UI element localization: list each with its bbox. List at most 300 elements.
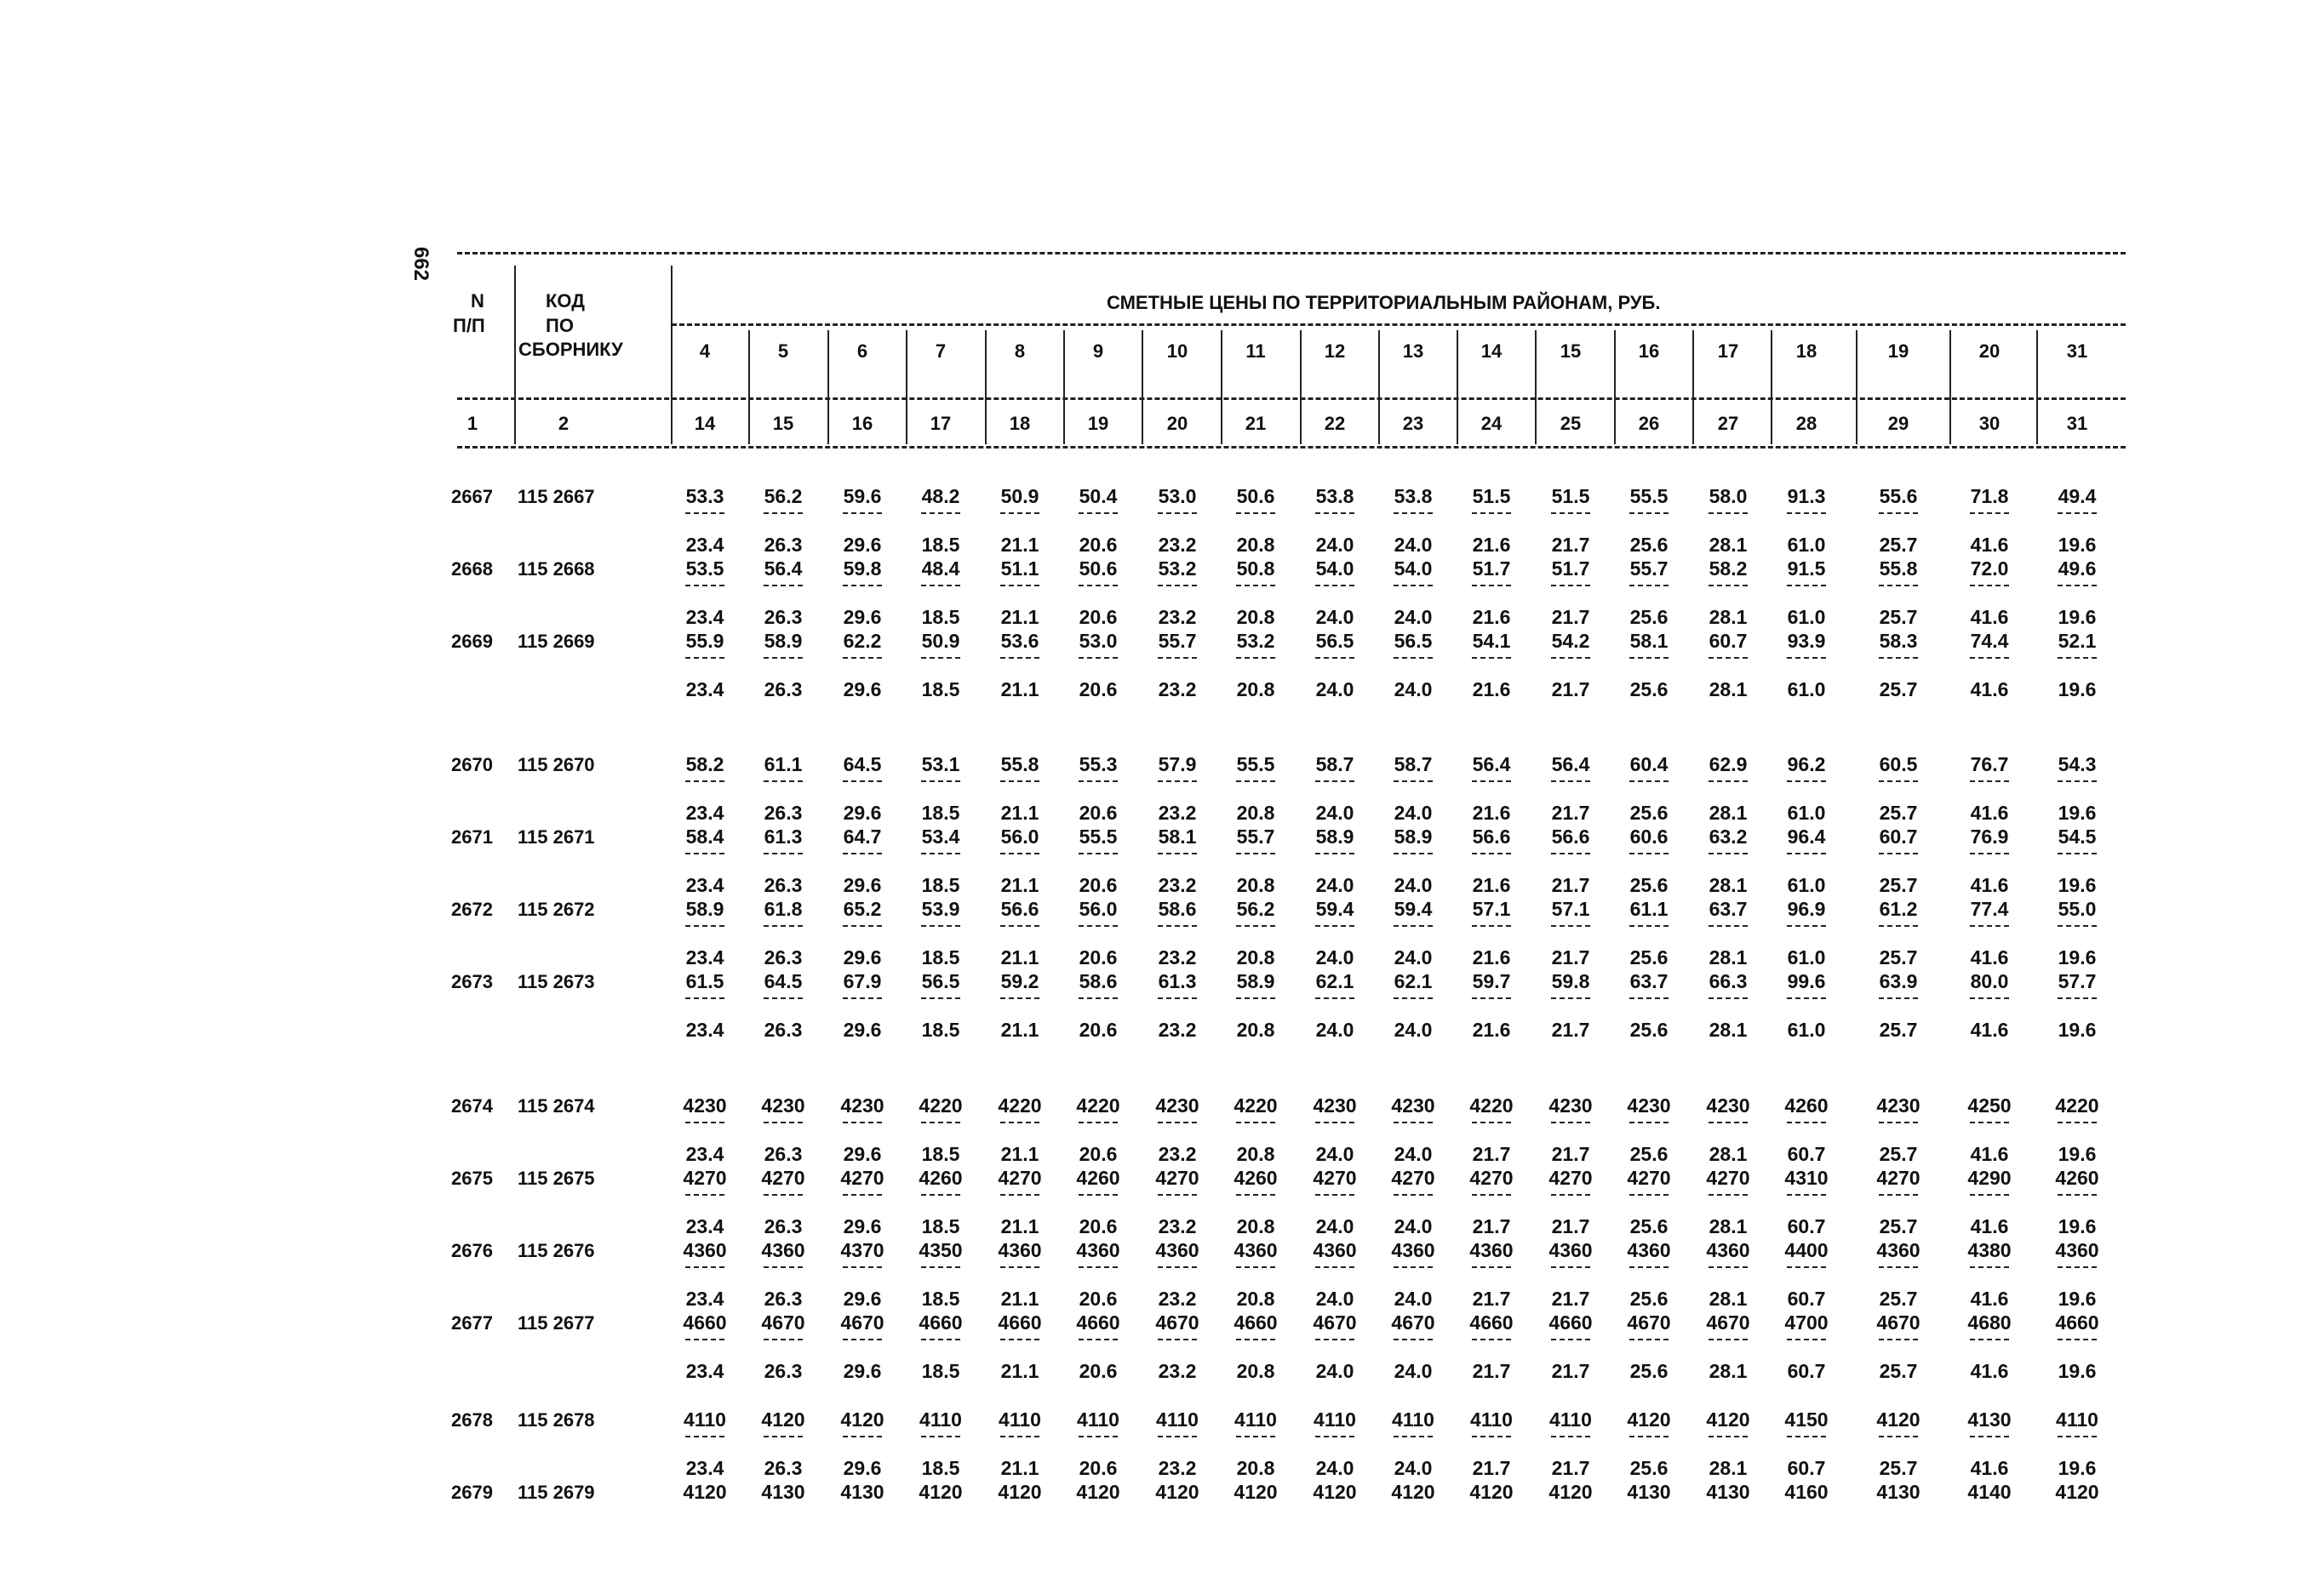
price-value: 4360	[1234, 1239, 1278, 1261]
fraction-bar	[921, 1122, 960, 1123]
price-value: 53.8	[1394, 485, 1433, 507]
price-value: 4130	[1967, 1408, 2012, 1431]
price-subvalue: 23.4	[685, 946, 724, 968]
price-subvalue: 21.1	[1000, 874, 1039, 896]
fraction-bar	[1472, 780, 1511, 782]
price-value: 4120	[1076, 1481, 1120, 1503]
price-value: 53.2	[1158, 557, 1197, 580]
price-value: 4290	[1967, 1167, 2012, 1189]
price-subvalue: 25.7	[1879, 1457, 1918, 1479]
price-value: 63.7	[1709, 898, 1748, 920]
price-value: 4350	[919, 1239, 963, 1261]
fraction-bar	[1394, 1436, 1433, 1437]
price-value: 66.3	[1709, 970, 1748, 992]
price-subvalue: 21.7	[1551, 802, 1590, 824]
price-value: 4660	[1076, 1311, 1120, 1334]
fraction-bar	[1315, 1122, 1354, 1123]
fraction-bar	[921, 1339, 960, 1340]
fraction-bar	[843, 1266, 882, 1268]
row-number: 2671	[451, 826, 493, 848]
price-subvalue: 25.7	[1879, 1143, 1918, 1165]
price-value: 4270	[1469, 1167, 1514, 1189]
price-subvalue: 20.8	[1236, 946, 1275, 968]
price-subvalue: 23.4	[685, 802, 724, 824]
price-value: 4110	[1392, 1408, 1434, 1431]
price-subvalue: 21.1	[1000, 1288, 1039, 1310]
fraction-bar	[1079, 853, 1118, 854]
fraction-bar	[843, 997, 882, 999]
price-subvalue: 18.5	[921, 946, 960, 968]
price-subvalue: 20.6	[1079, 802, 1118, 824]
fraction-bar	[1879, 1266, 1918, 1268]
price-value: 4670	[1706, 1311, 1750, 1334]
fraction-bar	[1394, 1266, 1433, 1268]
fraction-bar	[685, 853, 724, 854]
column-index: 31	[2066, 413, 2088, 434]
price-value: 64.5	[843, 753, 882, 775]
fraction-bar	[685, 925, 724, 927]
fraction-bar	[1472, 853, 1511, 854]
price-subvalue: 61.0	[1787, 1019, 1826, 1041]
price-subvalue: 24.0	[1315, 678, 1354, 700]
fraction-bar	[1970, 512, 2009, 514]
price-subvalue: 20.8	[1236, 534, 1275, 556]
price-subvalue: 24.0	[1315, 1457, 1354, 1479]
price-subvalue: 23.4	[685, 874, 724, 896]
price-value: 59.8	[843, 557, 882, 580]
fraction-bar	[1551, 1436, 1590, 1437]
price-value: 4270	[1155, 1167, 1199, 1189]
district-number: 4	[699, 340, 711, 362]
price-value: 4230	[1627, 1094, 1671, 1117]
price-value: 4110	[999, 1408, 1041, 1431]
fraction-bar	[1709, 1122, 1748, 1123]
fraction-bar	[1472, 585, 1511, 586]
fraction-bar	[1970, 1436, 2009, 1437]
district-separator	[1378, 330, 1380, 444]
price-value: 58.9	[764, 630, 803, 652]
price-value: 4130	[761, 1481, 805, 1503]
price-value: 4230	[1155, 1094, 1199, 1117]
row-number: 2675	[451, 1168, 493, 1189]
price-value: 4260	[1234, 1167, 1278, 1189]
district-number: 7	[935, 340, 947, 362]
price-value: 4120	[1234, 1481, 1278, 1503]
price-value: 4230	[683, 1094, 727, 1117]
fraction-bar	[2058, 1436, 2097, 1437]
price-subvalue: 28.1	[1709, 1019, 1748, 1041]
fraction-bar	[1158, 780, 1197, 782]
price-value: 96.9	[1787, 898, 1826, 920]
price-value: 55.9	[685, 630, 724, 652]
fraction-bar	[2058, 780, 2097, 782]
price-value: 4270	[1706, 1167, 1750, 1189]
price-subvalue: 23.2	[1158, 534, 1197, 556]
price-subvalue: 20.8	[1236, 1360, 1275, 1382]
price-subvalue: 25.7	[1879, 946, 1918, 968]
price-value: 77.4	[1970, 898, 2009, 920]
fraction-bar	[1629, 925, 1669, 927]
price-value: 4230	[1548, 1094, 1593, 1117]
price-subvalue: 29.6	[843, 1143, 882, 1165]
column-index-n: 1	[467, 413, 478, 434]
price-value: 53.8	[1315, 485, 1354, 507]
district-number: 19	[1887, 340, 1909, 362]
price-subvalue: 19.6	[2058, 1288, 2097, 1310]
price-subvalue: 21.1	[1000, 1143, 1039, 1165]
price-value: 96.2	[1787, 753, 1826, 775]
price-subvalue: 25.6	[1629, 874, 1669, 896]
fraction-bar	[843, 925, 882, 927]
fraction-bar	[764, 780, 803, 782]
price-subvalue: 19.6	[2058, 1457, 2097, 1479]
price-subvalue: 19.6	[2058, 606, 2097, 628]
price-subvalue: 23.4	[685, 534, 724, 556]
fraction-bar	[2058, 853, 2097, 854]
price-subvalue: 24.0	[1394, 1143, 1433, 1165]
price-value: 4120	[1391, 1481, 1435, 1503]
price-value: 4360	[1706, 1239, 1750, 1261]
column-index: 24	[1480, 413, 1503, 434]
fraction-bar	[764, 657, 803, 659]
price-subvalue: 21.1	[1000, 802, 1039, 824]
price-value: 62.9	[1709, 753, 1748, 775]
price-value: 4670	[1876, 1311, 1920, 1334]
price-subvalue: 61.0	[1787, 946, 1826, 968]
price-subvalue: 29.6	[843, 946, 882, 968]
price-value: 53.6	[1000, 630, 1039, 652]
price-subvalue: 21.7	[1472, 1143, 1511, 1165]
price-subvalue: 23.2	[1158, 606, 1197, 628]
column-index: 18	[1009, 413, 1031, 434]
price-subvalue: 28.1	[1709, 534, 1748, 556]
row-number: 2674	[451, 1095, 493, 1117]
price-value: 4250	[1967, 1094, 2012, 1117]
price-subvalue: 25.7	[1879, 1215, 1918, 1237]
price-value: 4260	[919, 1167, 963, 1189]
price-value: 4660	[683, 1311, 727, 1334]
price-value: 56.0	[1079, 898, 1118, 920]
price-value: 4660	[1234, 1311, 1278, 1334]
row-code: 115 2676	[518, 1240, 595, 1261]
price-subvalue: 41.6	[1970, 874, 2009, 896]
fraction-bar	[1315, 925, 1354, 927]
header-top-rule	[457, 252, 2126, 254]
fraction-bar	[1079, 780, 1118, 782]
price-subvalue: 23.4	[685, 1143, 724, 1165]
price-value: 50.6	[1079, 557, 1118, 580]
price-subvalue: 20.6	[1079, 534, 1118, 556]
price-value: 4140	[1967, 1481, 2012, 1503]
price-value: 56.4	[1551, 753, 1590, 775]
price-subvalue: 29.6	[843, 802, 882, 824]
fraction-bar	[1236, 780, 1275, 782]
price-value: 4220	[1076, 1094, 1120, 1117]
price-subvalue: 28.1	[1709, 1457, 1748, 1479]
fraction-bar	[1629, 997, 1669, 999]
price-subvalue: 18.5	[921, 678, 960, 700]
price-value: 55.6	[1879, 485, 1918, 507]
price-subvalue: 41.6	[1970, 606, 2009, 628]
price-value: 54.3	[2058, 753, 2097, 775]
price-subvalue: 60.7	[1787, 1360, 1826, 1382]
fraction-bar	[1879, 512, 1918, 514]
price-value: 55.7	[1629, 557, 1669, 580]
fraction-bar	[1879, 1122, 1918, 1123]
fraction-bar	[1787, 1122, 1826, 1123]
row-code: 115 2669	[518, 631, 595, 652]
fraction-bar	[1079, 997, 1118, 999]
price-subvalue: 29.6	[843, 1288, 882, 1310]
price-value: 58.1	[1158, 826, 1197, 848]
price-value: 4260	[1784, 1094, 1829, 1117]
fraction-bar	[1709, 853, 1748, 854]
price-value: 51.1	[1000, 557, 1039, 580]
price-value: 57.1	[1472, 898, 1511, 920]
price-subvalue: 41.6	[1970, 1288, 2009, 1310]
price-subvalue: 23.4	[685, 1288, 724, 1310]
fraction-bar	[764, 1122, 803, 1123]
fraction-bar	[1787, 925, 1826, 927]
price-subvalue: 21.6	[1472, 946, 1511, 968]
fraction-bar	[1000, 1436, 1039, 1437]
price-value: 4270	[1313, 1167, 1357, 1189]
price-value: 54.2	[1551, 630, 1590, 652]
fraction-bar	[921, 585, 960, 586]
price-value: 55.5	[1079, 826, 1118, 848]
fraction-bar	[1000, 853, 1039, 854]
fraction-bar	[1000, 925, 1039, 927]
header-code-label: КОД	[546, 290, 585, 311]
price-subvalue: 28.1	[1709, 678, 1748, 700]
price-subvalue: 18.5	[921, 1360, 960, 1382]
fraction-bar	[1879, 853, 1918, 854]
fraction-bar	[2058, 1194, 2097, 1196]
district-number: 9	[1092, 340, 1104, 362]
price-subvalue: 20.6	[1079, 874, 1118, 896]
price-subvalue: 26.3	[764, 1360, 803, 1382]
fraction-bar	[1236, 1339, 1275, 1340]
price-value: 4400	[1784, 1239, 1829, 1261]
price-subvalue: 21.6	[1472, 534, 1511, 556]
price-subvalue: 29.6	[843, 1019, 882, 1041]
fraction-bar	[1551, 1266, 1590, 1268]
price-subvalue: 19.6	[2058, 678, 2097, 700]
price-value: 60.7	[1879, 826, 1918, 848]
price-subvalue: 29.6	[843, 874, 882, 896]
district-number: 20	[1978, 340, 2001, 362]
price-value: 63.9	[1879, 970, 1918, 992]
column-index: 21	[1245, 413, 1267, 434]
fraction-bar	[1970, 1339, 2009, 1340]
fraction-bar	[1551, 585, 1590, 586]
price-value: 52.1	[2058, 630, 2097, 652]
fraction-bar	[1079, 1122, 1118, 1123]
fraction-bar	[2058, 997, 2097, 999]
price-value: 4270	[761, 1167, 805, 1189]
price-subvalue: 18.5	[921, 1288, 960, 1310]
price-subvalue: 20.8	[1236, 874, 1275, 896]
fraction-bar	[1551, 657, 1590, 659]
fraction-bar	[1315, 780, 1354, 782]
price-value: 58.7	[1315, 753, 1354, 775]
price-subvalue: 29.6	[843, 1457, 882, 1479]
fraction-bar	[1158, 657, 1197, 659]
price-value: 76.9	[1970, 826, 2009, 848]
price-value: 93.9	[1787, 630, 1826, 652]
price-value: 49.6	[2058, 557, 2097, 580]
price-value: 4670	[1155, 1311, 1199, 1334]
price-subvalue: 21.6	[1472, 678, 1511, 700]
fraction-bar	[764, 585, 803, 586]
fraction-bar	[1787, 1339, 1826, 1340]
price-value: 58.7	[1394, 753, 1433, 775]
price-value: 61.2	[1879, 898, 1918, 920]
price-value: 61.3	[1158, 970, 1197, 992]
price-subvalue: 29.6	[843, 1215, 882, 1237]
fraction-bar	[1629, 657, 1669, 659]
fraction-bar	[1394, 780, 1433, 782]
price-subvalue: 26.3	[764, 946, 803, 968]
price-value: 50.9	[1000, 485, 1039, 507]
price-value: 4230	[1391, 1094, 1435, 1117]
district-number: 12	[1324, 340, 1346, 362]
price-subvalue: 23.4	[685, 1019, 724, 1041]
price-value: 4380	[1967, 1239, 2012, 1261]
price-subvalue: 41.6	[1970, 1457, 2009, 1479]
fraction-bar	[1551, 997, 1590, 999]
fraction-bar	[1551, 853, 1590, 854]
price-subvalue: 61.0	[1787, 874, 1826, 896]
header-title: СМЕТНЫЕ ЦЕНЫ ПО ТЕРРИТОРИАЛЬНЫМ РАЙОНАМ, РУБ.	[1107, 292, 1661, 313]
price-value: 4130	[1876, 1481, 1920, 1503]
price-subvalue: 26.3	[764, 1019, 803, 1041]
fraction-bar	[921, 1194, 960, 1196]
price-value: 53.0	[1158, 485, 1197, 507]
fraction-bar	[921, 780, 960, 782]
fraction-bar	[1079, 925, 1118, 927]
row-code: 115 2668	[518, 558, 595, 580]
price-subvalue: 26.3	[764, 874, 803, 896]
price-subvalue: 25.7	[1879, 802, 1918, 824]
fraction-bar	[1079, 1339, 1118, 1340]
district-separator	[1535, 330, 1537, 444]
price-subvalue: 20.6	[1079, 1215, 1118, 1237]
price-subvalue: 23.4	[685, 1457, 724, 1479]
fraction-bar	[1709, 585, 1748, 586]
price-subvalue: 23.2	[1158, 1288, 1197, 1310]
price-subvalue: 19.6	[2058, 946, 2097, 968]
fraction-bar	[1709, 1266, 1748, 1268]
price-subvalue: 25.7	[1879, 534, 1918, 556]
fraction-bar	[2058, 512, 2097, 514]
price-value: 4110	[2056, 1408, 2098, 1431]
header-bottom-rule	[457, 446, 2126, 448]
fraction-bar	[1879, 997, 1918, 999]
price-value: 60.6	[1629, 826, 1669, 848]
fraction-bar	[1315, 1436, 1354, 1437]
price-value: 4220	[919, 1094, 963, 1117]
fraction-bar	[843, 657, 882, 659]
price-value: 55.5	[1629, 485, 1669, 507]
fraction-bar	[1970, 657, 2009, 659]
row-code: 115 2673	[518, 971, 595, 992]
fraction-bar	[685, 1436, 724, 1437]
price-subvalue: 25.6	[1629, 1019, 1669, 1041]
price-value: 53.9	[921, 898, 960, 920]
price-value: 4360	[683, 1239, 727, 1261]
column-index: 19	[1087, 413, 1109, 434]
fraction-bar	[1629, 853, 1669, 854]
price-value: 4110	[1234, 1408, 1277, 1431]
price-value: 4660	[919, 1311, 963, 1334]
fraction-bar	[1000, 997, 1039, 999]
district-separator	[1692, 330, 1694, 444]
price-subvalue: 28.1	[1709, 1360, 1748, 1382]
price-value: 57.9	[1158, 753, 1197, 775]
price-value: 58.4	[685, 826, 724, 848]
price-value: 58.9	[685, 898, 724, 920]
price-value: 64.5	[764, 970, 803, 992]
price-value: 4230	[1706, 1094, 1750, 1117]
fraction-bar	[2058, 585, 2097, 586]
price-value: 64.7	[843, 826, 882, 848]
price-value: 4120	[683, 1481, 727, 1503]
price-subvalue: 18.5	[921, 1143, 960, 1165]
price-subvalue: 21.7	[1551, 678, 1590, 700]
price-value: 4130	[1706, 1481, 1750, 1503]
price-value: 56.5	[1315, 630, 1354, 652]
fraction-bar	[1236, 1436, 1275, 1437]
price-value: 74.4	[1970, 630, 2009, 652]
column-index: 14	[694, 413, 716, 434]
price-value: 51.5	[1472, 485, 1511, 507]
price-value: 59.6	[843, 485, 882, 507]
price-subvalue: 21.7	[1551, 1215, 1590, 1237]
price-subvalue: 21.1	[1000, 1215, 1039, 1237]
price-value: 4120	[1469, 1481, 1514, 1503]
price-value: 62.1	[1315, 970, 1354, 992]
fraction-bar	[1629, 1339, 1669, 1340]
fraction-bar	[1472, 657, 1511, 659]
price-value: 4670	[1313, 1311, 1357, 1334]
fraction-bar	[843, 512, 882, 514]
fraction-bar	[1787, 997, 1826, 999]
price-subvalue: 26.3	[764, 1215, 803, 1237]
price-value: 4260	[1076, 1167, 1120, 1189]
district-separator	[1771, 330, 1772, 444]
fraction-bar	[1158, 1266, 1197, 1268]
price-subvalue: 24.0	[1394, 1215, 1433, 1237]
price-value: 4120	[761, 1408, 805, 1431]
price-value: 56.6	[1000, 898, 1039, 920]
row-number: 2668	[451, 558, 493, 580]
fraction-bar	[1629, 1122, 1669, 1123]
price-subvalue: 28.1	[1709, 1215, 1748, 1237]
fraction-bar	[1000, 512, 1039, 514]
fraction-bar	[1315, 1266, 1354, 1268]
price-subvalue: 24.0	[1394, 1019, 1433, 1041]
fraction-bar	[1551, 925, 1590, 927]
fraction-bar	[1629, 780, 1669, 782]
price-value: 4110	[684, 1408, 726, 1431]
price-value: 56.4	[1472, 753, 1511, 775]
fraction-bar	[2058, 925, 2097, 927]
price-value: 55.7	[1236, 826, 1275, 848]
fraction-bar	[843, 1436, 882, 1437]
price-value: 4360	[761, 1239, 805, 1261]
fraction-bar	[1551, 512, 1590, 514]
